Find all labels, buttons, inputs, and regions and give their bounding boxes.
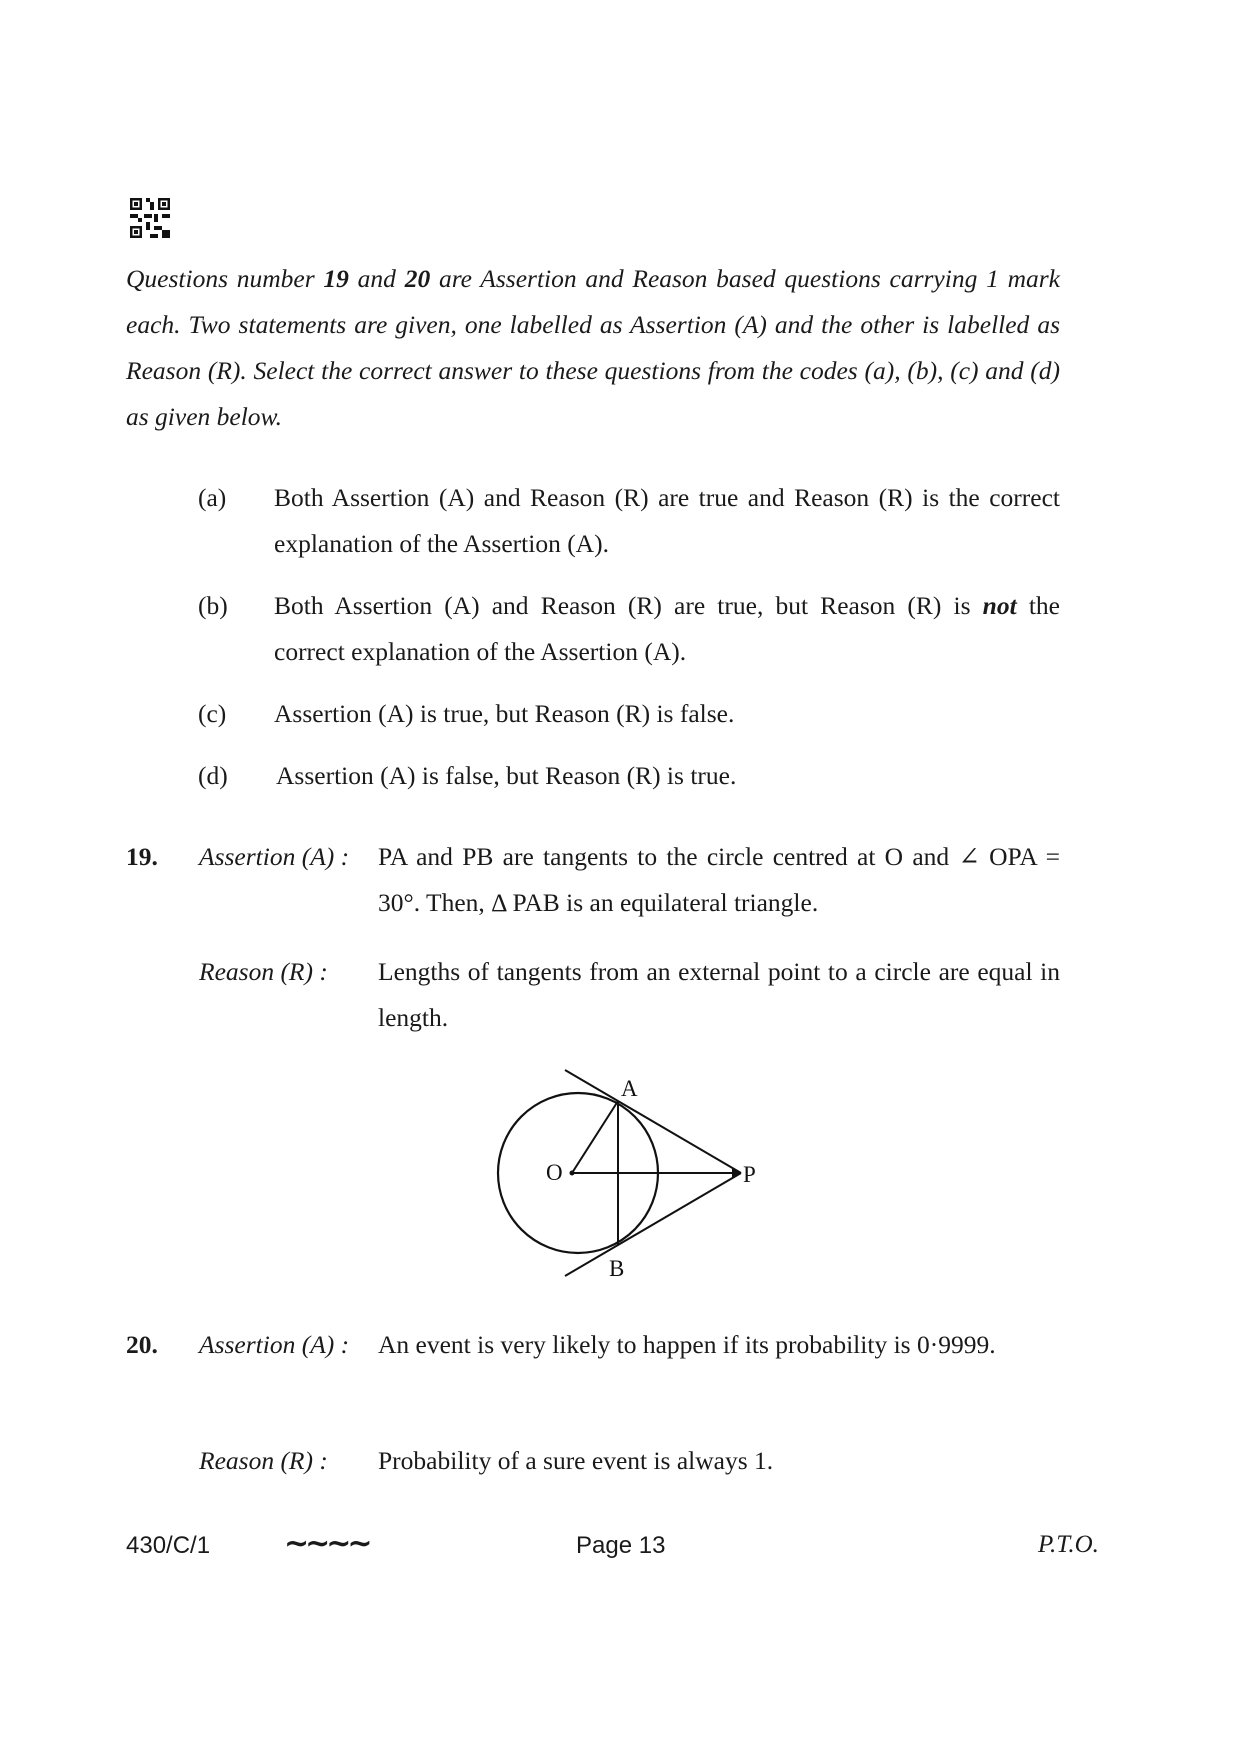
decorative-squiggle: ∼∼∼∼ bbox=[284, 1527, 369, 1560]
question-19-number: 19. bbox=[126, 842, 158, 871]
option-a-key: (a) bbox=[198, 483, 227, 512]
intro-text-1: Questions number bbox=[126, 264, 324, 293]
question-20-reason-label: Reason (R) : bbox=[199, 1446, 328, 1475]
paper-code: 430/C/1 bbox=[126, 1532, 211, 1559]
option-a-text: Both Assertion (A) and Reason (R) are true and Reason (R) is the correct explanation of the Assertion (A). bbox=[274, 483, 1060, 558]
option-b-emphasis: not bbox=[982, 591, 1017, 620]
tangent-line-pb bbox=[565, 1173, 741, 1276]
centre-point bbox=[570, 1171, 575, 1176]
question-20-reason-text: Probability of a sure event is always 1. bbox=[378, 1446, 774, 1475]
option-d-text: Assertion (A) is false, but Reason (R) is true. bbox=[276, 761, 737, 790]
question-19-reason-label: Reason (R) : bbox=[199, 957, 328, 986]
question-20-assertion-text: An event is very likely to happen if its probability is 0·9999. bbox=[378, 1330, 996, 1359]
option-b-text-after: the correct explanation of the Assertion (A). bbox=[274, 591, 1060, 666]
option-b-text-before: Both Assertion (A) and Reason (R) are true, but Reason (R) is bbox=[274, 591, 983, 620]
option-d-key: (d) bbox=[198, 761, 228, 790]
qr-code-icon bbox=[130, 198, 170, 238]
label-p: P bbox=[743, 1162, 756, 1187]
question-number-20-ref: 20 bbox=[404, 264, 431, 293]
question-19-assertion-label: Assertion (A) : bbox=[199, 842, 350, 871]
intro-text-3: are Assertion and Reason based questions carrying 1 mark each. Two statements are given, one labelled as Assertion (A) and the other is labelled as Reason (R). Select the correct answer to these questions from the codes (a), (b), (c) and (d) as given below. bbox=[126, 264, 1060, 431]
option-c-text: Assertion (A) is true, but Reason (R) is false. bbox=[274, 699, 735, 728]
intro-text-2: and bbox=[348, 264, 405, 293]
pto-note: P.T.O. bbox=[1038, 1531, 1099, 1558]
option-b-text bbox=[274, 583, 1060, 675]
instructions-paragraph bbox=[126, 256, 1060, 440]
tangent-circle-figure bbox=[470, 1066, 800, 1286]
label-a: A bbox=[621, 1076, 638, 1101]
radius-oa bbox=[572, 1101, 618, 1173]
option-c-key: (c) bbox=[198, 699, 227, 728]
option-b-key: (b) bbox=[198, 591, 228, 620]
label-b: B bbox=[609, 1256, 625, 1281]
tangent-line-pa bbox=[565, 1070, 741, 1173]
label-o: O bbox=[546, 1160, 563, 1185]
question-number-19-ref: 19 bbox=[323, 264, 349, 293]
question-19-reason-text: Lengths of tangents from an external point to a circle are equal in length. bbox=[378, 957, 1060, 1032]
question-20-assertion-label: Assertion (A) : bbox=[199, 1330, 350, 1359]
question-20-number: 20. bbox=[126, 1330, 158, 1359]
page-number: Page 13 bbox=[576, 1532, 666, 1559]
question-19-assertion-text: PA and PB are tangents to the circle centred at O and ∠ OPA = 30°. Then, Δ PAB is an equilateral triangle. bbox=[378, 842, 1060, 917]
